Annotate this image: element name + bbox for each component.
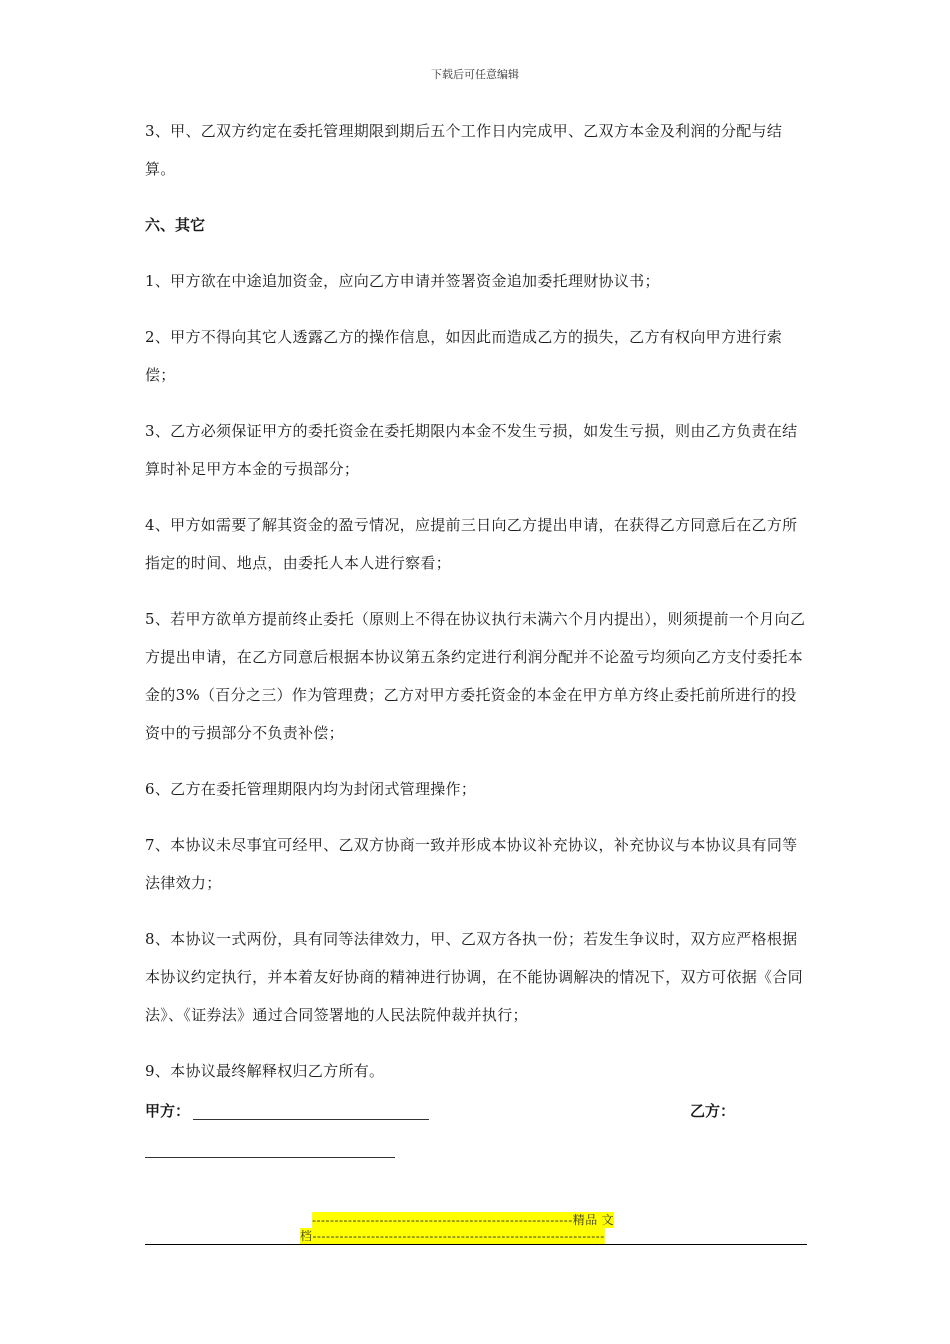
clause-item-2: 2、甲方不得向其它人透露乙方的操作信息，如因此而造成乙方的损失，乙方有权向甲方进行索偿； xyxy=(145,328,783,384)
paragraph-clause-3: 3、甲、乙双方约定在委托管理期限到期后五个工作日内完成甲、乙双方本金及利润的分配与结算。 xyxy=(145,122,783,178)
clause-item-6: 6、乙方在委托管理期限内均为封闭式管理操作； xyxy=(145,780,477,798)
clause-item-9: 9、本协议最终解释权归乙方所有。 xyxy=(145,1062,385,1080)
clause-item-3: 3、乙方必须保证甲方的委托资金在委托期限内本金不发生亏损，如发生亏损，则由乙方负责在结算时补足甲方本金的亏损部分； xyxy=(145,422,798,478)
clause-item-4: 4、甲方如需要了解其资金的盈亏情况，应提前三日向乙方提出申请，在获得乙方同意后在乙方所指定的时间、地点，由委托人本人进行察看； xyxy=(145,516,798,572)
clause-item-7: 7、本协议未尽事宜可经甲、乙双方协商一致并形成本协议补充协议，补充协议与本协议具有同等法律效力； xyxy=(145,836,798,892)
party-a-label: 甲方： xyxy=(145,1102,191,1120)
footer-divider xyxy=(145,1244,807,1245)
header-note: 下载后可任意编辑 xyxy=(431,68,519,81)
party-b-signature-line xyxy=(145,1157,395,1158)
footer-line-2: 档----------------------------------------------------------------- xyxy=(300,1229,605,1243)
footer-line-1: ----------------------------------------------------------精品 文 xyxy=(312,1213,615,1227)
section-heading: 六、其它 xyxy=(145,216,206,234)
clause-item-8: 8、本协议一式两份，具有同等法律效力，甲、乙双方各执一份；若发生争议时，双方应严格根据本协议约定执行，并本着友好协商的精神进行协调，在不能协调解决的情况下，双方可依据《合同法》、《证券法》通过合同签署地的人民法院仲裁并执行； xyxy=(145,930,803,1024)
document-body xyxy=(145,112,809,1108)
party-b-label: 乙方： xyxy=(690,1102,736,1120)
party-a-signature-line xyxy=(193,1119,429,1120)
signature-row xyxy=(145,1100,809,1130)
clause-item-1: 1、甲方欲在中途追加资金，应向乙方申请并签署资金追加委托理财协议书； xyxy=(145,272,660,290)
clause-item-5: 5、若甲方欲单方提前终止委托（原则上不得在协议执行未满六个月内提出），则须提前一个月向乙方提出申请，在乙方同意后根据本协议第五条约定进行利润分配并不论盈亏均须向乙方支付委托本金的3%（百分之三）作为管理费；乙方对甲方委托资金的本金在甲方单方终止委托前所进行的投资中的亏损部分不负责补偿； xyxy=(145,610,806,742)
footer-watermark xyxy=(300,1212,650,1244)
